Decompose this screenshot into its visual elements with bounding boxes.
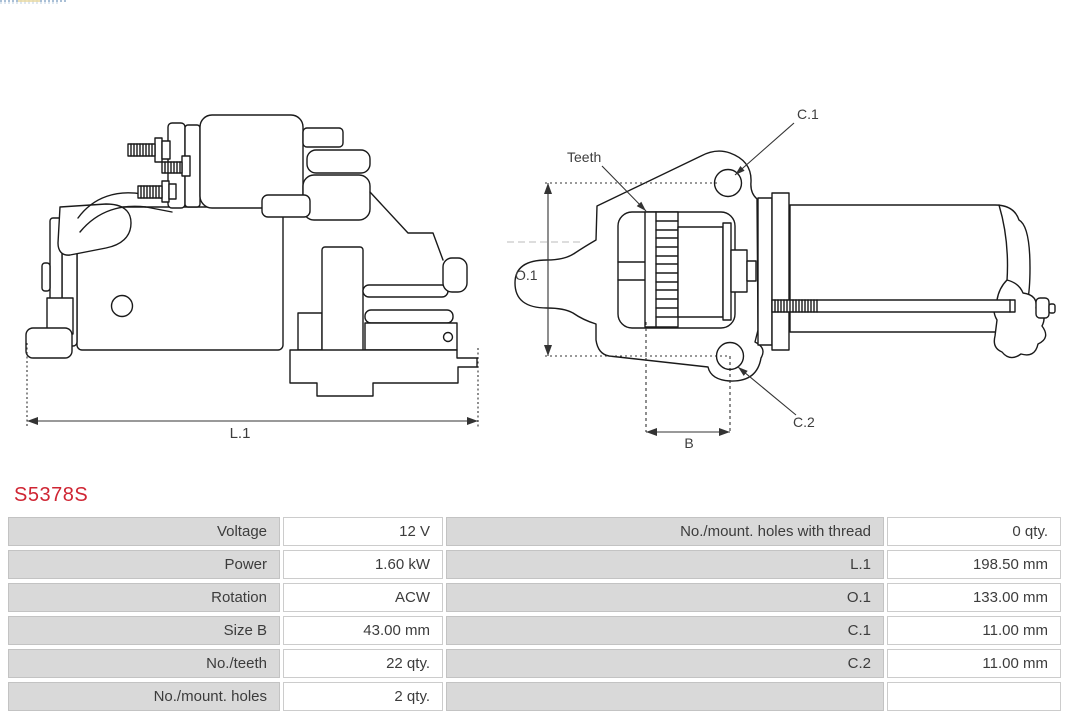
spec-value — [887, 682, 1061, 711]
spec-label: C.1 — [446, 616, 884, 645]
teeth-label: Teeth — [567, 149, 602, 165]
b-arrow-right — [719, 428, 730, 436]
side-view-outline — [26, 115, 477, 396]
l1-dimension-label: L.1 — [229, 425, 251, 442]
b-label: B — [684, 435, 694, 450]
spec-label: L.1 — [446, 550, 884, 579]
c1-label: C.1 — [797, 106, 819, 122]
spec-table — [8, 517, 1064, 711]
housing-hole — [112, 296, 133, 317]
spec-value: 43.00 mm — [283, 616, 443, 645]
l1-arrow-left — [27, 417, 38, 425]
spec-label: No./mount. holes — [8, 682, 280, 711]
o1-arrow-bottom — [544, 345, 552, 356]
starter-front-view-drawing — [505, 90, 1060, 450]
spec-label: O.1 — [446, 583, 884, 612]
front-view-outline — [515, 151, 1055, 381]
spec-value: ACW — [283, 583, 443, 612]
spec-value: 1.60 kW — [283, 550, 443, 579]
spec-value: 12 V — [283, 517, 443, 546]
l1-arrow-right — [467, 417, 478, 425]
product-code: S5378S — [14, 484, 89, 506]
o1-label: O.1 — [515, 267, 538, 283]
starter-side-view-drawing — [20, 100, 500, 450]
spec-label: Size B — [8, 616, 280, 645]
spec-label: Voltage — [8, 517, 280, 546]
spec-value: 2 qty. — [283, 682, 443, 711]
b-arrow-left — [646, 428, 657, 436]
spec-value: 11.00 mm — [887, 649, 1061, 678]
spec-value: 0 qty. — [887, 517, 1061, 546]
spec-value: 11.00 mm — [887, 616, 1061, 645]
spec-label: No./mount. holes with thread — [446, 517, 884, 546]
spec-label — [446, 682, 884, 711]
spec-label: C.2 — [446, 649, 884, 678]
spec-value: 198.50 mm — [887, 550, 1061, 579]
spec-value: 133.00 mm — [887, 583, 1061, 612]
spec-label: No./teeth — [8, 649, 280, 678]
spec-label: Power — [8, 550, 280, 579]
top-left-artifact — [0, 0, 66, 4]
spec-label: Rotation — [8, 583, 280, 612]
spec-value: 22 qty. — [283, 649, 443, 678]
artifact-dashes-2 — [0, 2, 58, 4]
o1-arrow-top — [544, 183, 552, 194]
c2-label: C.2 — [793, 414, 815, 430]
